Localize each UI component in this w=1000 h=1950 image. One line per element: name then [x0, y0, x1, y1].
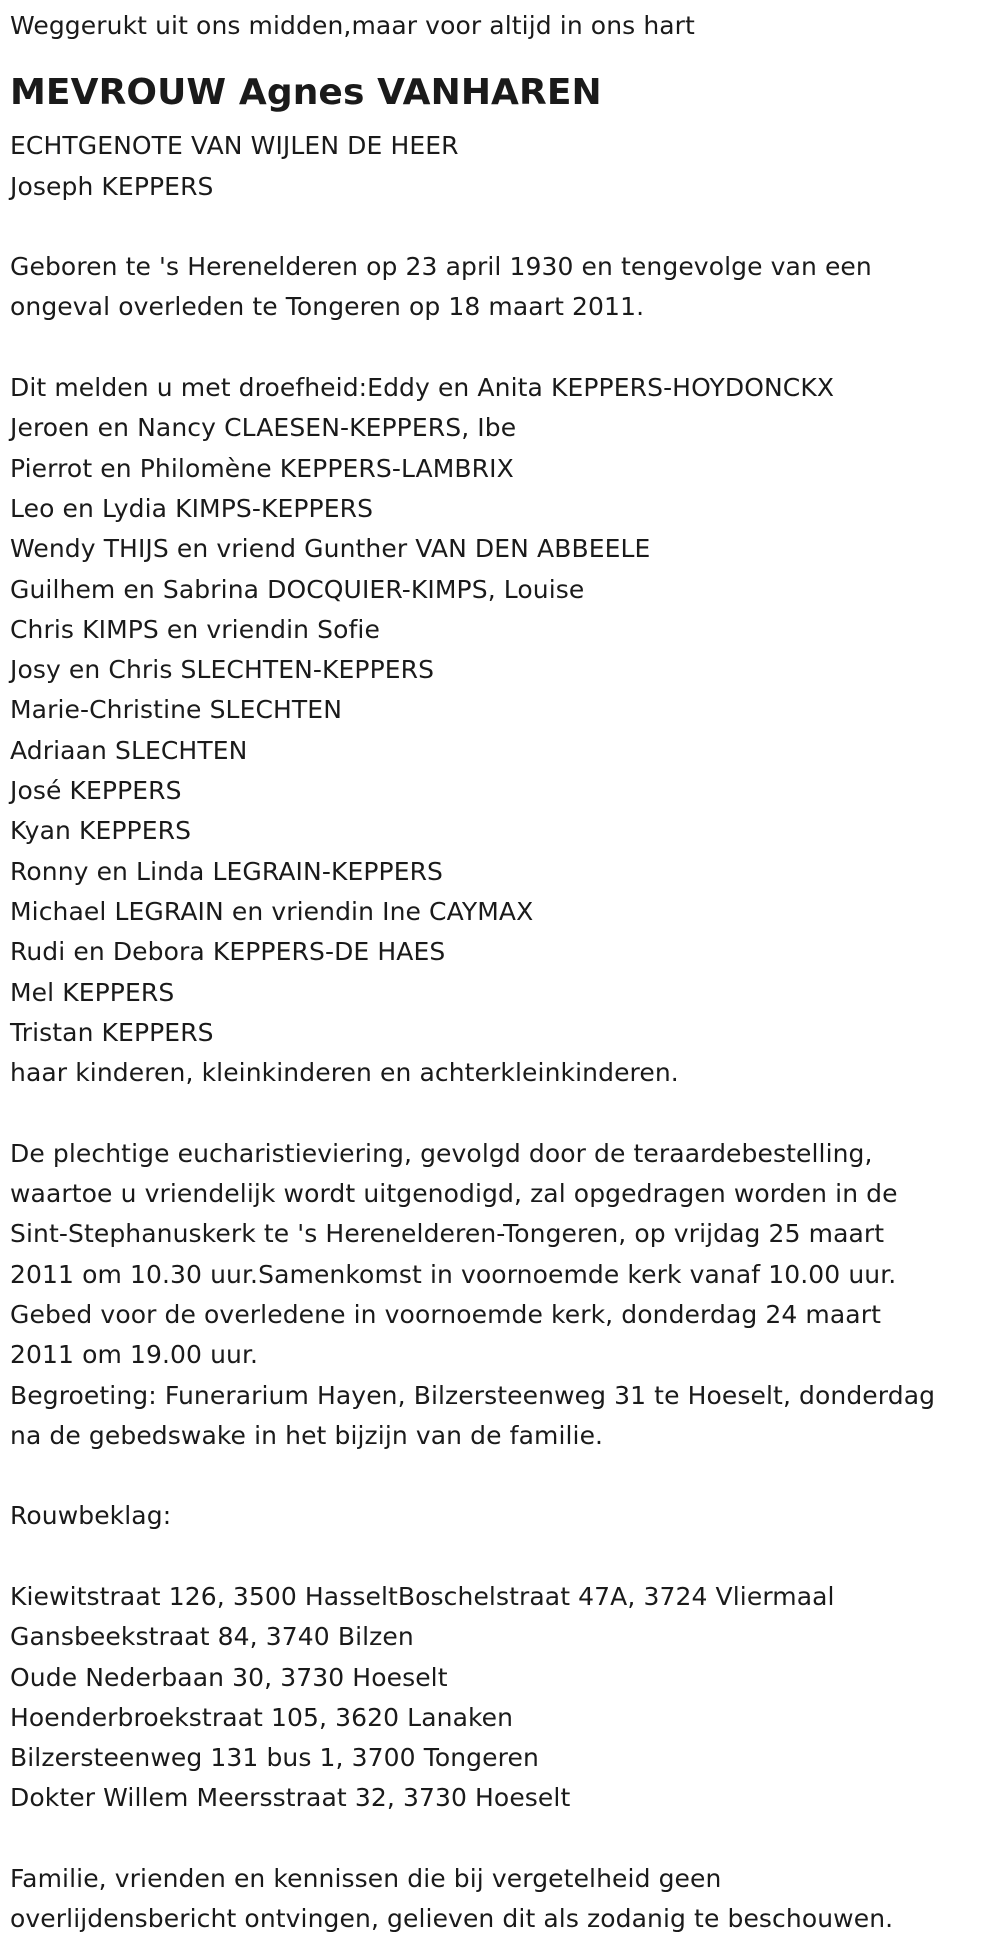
family-line: Ronny en Linda LEGRAIN-KEPPERS [10, 856, 444, 886]
family-line: José KEPPERS [10, 776, 182, 806]
paragraph-line: Begroeting: Funerarium Hayen, Bilzersteenweg 31 te Hoeselt, donderdag [10, 1380, 936, 1410]
birth-death-paragraph [10, 247, 995, 328]
paragraph-line: waartoe u vriendelijk wordt uitgenodigd, zal opgedragen worden in de [10, 1179, 898, 1209]
family-line: Wendy THIJS en vriend Gunther VAN DEN ABBEELE [10, 534, 651, 564]
ceremony-paragraph [10, 1134, 995, 1456]
family-line: Jeroen en Nancy CLAESEN-KEPPERS, Ibe [10, 413, 517, 443]
address-list [10, 1577, 995, 1819]
spacer [10, 1093, 995, 1133]
paragraph-line: Geboren te 's Herenelderen op 23 april 1930 en tengevolge van een [10, 252, 872, 282]
paragraph-line: overlijdensbericht ontvingen, gelieven dit als zodanig te beschouwen. [10, 1904, 894, 1934]
family-line: Marie-Christine SLECHTEN [10, 695, 343, 725]
paragraph-line: 2011 om 19.00 uur. [10, 1340, 259, 1370]
spacer [10, 1456, 995, 1496]
family-line: Pierrot en Philomène KEPPERS-LAMBRIX [10, 453, 514, 483]
paragraph-line: Gebed voor de overledene in voornoemde kerk, donderdag 24 maart [10, 1299, 882, 1329]
family-line: haar kinderen, kleinkinderen en achterkleinkinderen. [10, 1058, 679, 1088]
family-line: Leo en Lydia KIMPS-KEPPERS [10, 493, 374, 523]
spacer [10, 1537, 995, 1577]
family-line: Kyan KEPPERS [10, 816, 192, 846]
paragraph-line: 2011 om 10.30 uur.Samenkomst in voornoemde kerk vanaf 10.00 uur. [10, 1259, 897, 1289]
address-line: Gansbeekstraat 84, 3740 Bilzen [10, 1622, 414, 1652]
family-list [10, 368, 995, 1093]
family-line: Rudi en Debora KEPPERS-DE HAES [10, 937, 446, 967]
paragraph-line: Familie, vrienden en kennissen die bij vergetelheid geen [10, 1864, 722, 1894]
spouse-title: ECHTGENOTE VAN WIJLEN DE HEER [10, 131, 459, 161]
address-line: Oude Nederbaan 30, 3730 Hoeselt [10, 1662, 448, 1692]
paragraph-line: De plechtige eucharistieviering, gevolgd door de teraardebestelling, [10, 1138, 873, 1168]
family-line: Guilhem en Sabrina DOCQUIER-KIMPS, Louise [10, 574, 585, 604]
family-line: Josy en Chris SLECHTEN-KEPPERS [10, 655, 435, 685]
spacer [10, 207, 995, 247]
spacer [10, 1819, 995, 1859]
spacer [10, 328, 995, 368]
paragraph-line: ongeval overleden te Tongeren op 18 maart 2011. [10, 292, 645, 322]
paragraph-line: Sint-Stephanuskerk te 's Herenelderen-Tongeren, op vrijdag 25 maart [10, 1219, 885, 1249]
family-line: Tristan KEPPERS [10, 1017, 214, 1047]
family-line: Mel KEPPERS [10, 977, 175, 1007]
paragraph-line: na de gebedswake in het bijzijn van de familie. [10, 1420, 604, 1450]
closing-paragraph [10, 1859, 995, 1940]
address-line: Bilzersteenweg 131 bus 1, 3700 Tongeren [10, 1743, 539, 1773]
spouse-name: Joseph KEPPERS [10, 171, 214, 201]
obituary-document [10, 6, 995, 1940]
motto: Weggerukt uit ons midden,maar voor altijd in ons hart [10, 11, 695, 40]
family-line: Chris KIMPS en vriendin Sofie [10, 614, 380, 644]
address-line: Hoenderbroekstraat 105, 3620 Lanaken [10, 1702, 514, 1732]
address-line: Dokter Willem Meersstraat 32, 3730 Hoeselt [10, 1783, 571, 1813]
deceased-name: MEVROUW Agnes VANHAREN [10, 72, 602, 114]
family-line: Michael LEGRAIN en vriendin Ine CAYMAX [10, 896, 534, 926]
address-line: Kiewitstraat 126, 3500 HasseltBoschelstraat 47A, 3724 Vliermaal [10, 1581, 835, 1611]
condolence-label: Rouwbeklag: [10, 1501, 172, 1531]
family-line: Adriaan SLECHTEN [10, 735, 248, 765]
family-line: Dit melden u met droefheid:Eddy en Anita KEPPERS-HOYDONCKX [10, 373, 835, 403]
